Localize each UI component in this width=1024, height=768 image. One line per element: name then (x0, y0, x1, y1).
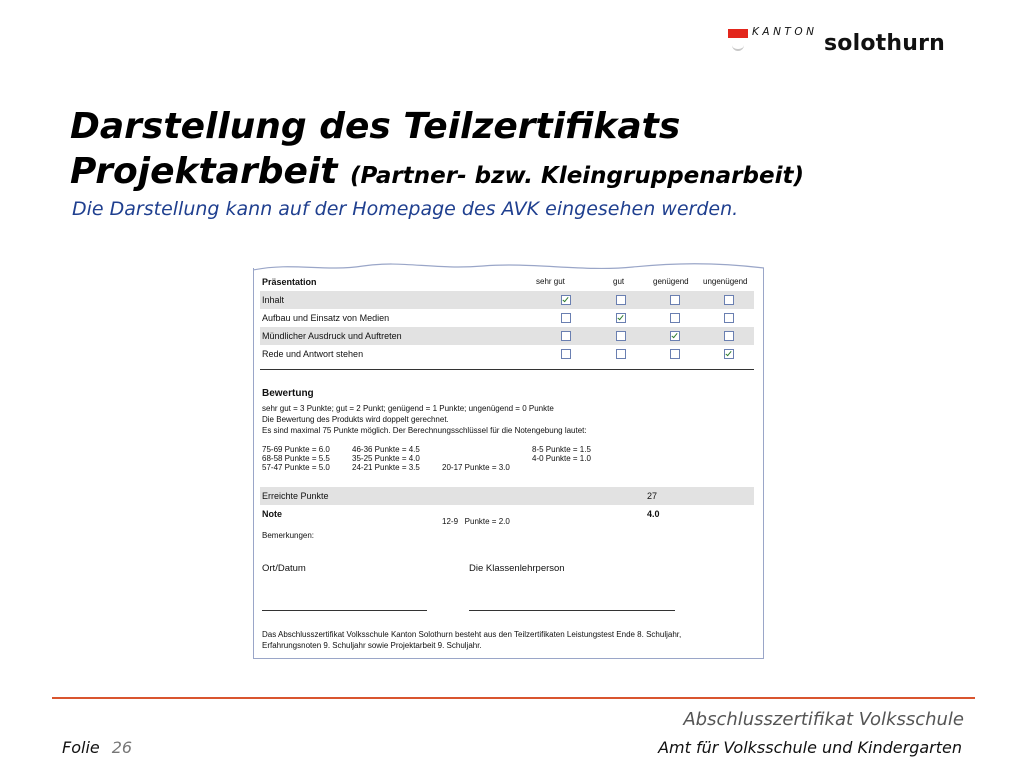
grade-key-entry: 68-58 Punkte = 5.5 (262, 454, 330, 463)
erreichte-punkte-label: Erreichte Punkte (262, 491, 329, 501)
grade-key-entry: 4-0 Punkte = 1.0 (532, 454, 591, 463)
checkbox-gut[interactable] (616, 349, 626, 359)
title-main: Projektarbeit (70, 151, 338, 192)
slide-title (70, 104, 970, 199)
checkbox-genuegend[interactable] (670, 295, 680, 305)
checkbox-ungenuegend[interactable] (724, 331, 734, 341)
grade-key-entry: 24-21 Punkte = 3.5 (352, 463, 420, 472)
checkbox-sehr-gut[interactable] (561, 331, 571, 341)
checkbox-ungenuegend[interactable] (724, 295, 734, 305)
checkbox-sehr-gut[interactable] (561, 349, 571, 359)
folie-label: Folie (62, 738, 100, 757)
erreichte-punkte-value: 27 (647, 491, 658, 501)
title-sub: (Partner- bzw. Kleingruppenarbeit) (350, 163, 804, 189)
signature-line-ort-datum (262, 610, 427, 611)
kanton-solothurn-logo (728, 26, 973, 56)
checkbox-sehr-gut[interactable] (561, 313, 571, 323)
checkbox-genuegend[interactable] (670, 313, 680, 323)
divider (260, 369, 754, 370)
signature-line-klassenlehrperson (469, 610, 675, 611)
grade-key-entry: 35-25 Punkte = 4.0 (352, 454, 420, 463)
criteria-label: Aufbau und Einsatz von Medien (262, 313, 390, 323)
criteria-label: Inhalt (262, 295, 285, 305)
grade-key-entry: 20-17 Punkte = 3.0 (442, 463, 510, 472)
title-line-2 (70, 149, 970, 199)
criteria-row (260, 345, 754, 363)
footer-title: Abschlusszertifikat Volksschule (683, 709, 964, 730)
criteria-row (260, 291, 754, 309)
criteria-row (260, 309, 754, 327)
checkbox-gut[interactable] (616, 313, 626, 323)
criteria-label: Mündlicher Ausdruck und Auftreten (262, 331, 402, 341)
column-gut: gut (613, 277, 625, 286)
certificate-document (253, 268, 764, 659)
bewertung-title: Bewertung (262, 388, 314, 399)
bemerkungen-label: Bemerkungen: (262, 531, 315, 540)
klassenlehrperson-label: Die Klassenlehrperson (469, 563, 565, 574)
checkbox-gut[interactable] (616, 331, 626, 341)
torn-edge-decoration (253, 260, 764, 272)
document-footer-line: Erfahrungsnoten 9. Schuljahr sowie Projektarbeit 9. Schuljahr. (262, 641, 482, 650)
checkbox-genuegend[interactable] (670, 349, 680, 359)
grade-key-column (532, 445, 591, 463)
footer-divider (52, 697, 975, 699)
bewertung-line: Die Bewertung des Produkts wird doppelt gerechnet. (262, 415, 449, 424)
bewertung-line: sehr gut = 3 Punkte; gut = 2 Punkt; genügend = 1 Punkte; ungenügend = 0 Punkte (262, 404, 554, 413)
logo-flag-icon (728, 29, 748, 38)
slide-number (62, 738, 132, 757)
checkbox-ungenuegend[interactable] (724, 313, 734, 323)
column-genuegend: genügend (653, 277, 689, 286)
grade-key-column (352, 445, 420, 472)
footer-department: Amt für Volksschule und Kindergarten (658, 738, 962, 757)
grade-key-entry: 57-47 Punkte = 5.0 (262, 463, 330, 472)
logo-swoosh-icon (732, 39, 744, 51)
bewertung-line: Es sind maximal 75 Punkte möglich. Der Berechnungsschlüssel für die Notengebung lautet: (262, 426, 587, 435)
erreichte-punkte-row (260, 487, 754, 505)
checkbox-sehr-gut[interactable] (561, 295, 571, 305)
logo-kanton-text: KANTON (752, 26, 818, 38)
section-title: Präsentation (262, 277, 317, 287)
note-label: Note (262, 509, 282, 519)
column-ungenuegend: ungenügend (703, 277, 748, 286)
grade-key-entry: 75-69 Punkte = 6.0 (262, 445, 330, 454)
criteria-label: Rede und Antwort stehen (262, 349, 364, 359)
checkbox-ungenuegend[interactable] (724, 349, 734, 359)
ort-datum-label: Ort/Datum (262, 563, 306, 574)
checkbox-gut[interactable] (616, 295, 626, 305)
slide-subtitle: Die Darstellung kann auf der Homepage des AVK eingesehen werden. (72, 198, 739, 220)
grade-key-entry: 46-36 Punkte = 4.5 (352, 445, 420, 454)
grade-key-entry: 12-9 Punkte = 2.0 (442, 517, 510, 526)
column-sehr-gut: sehr gut (536, 277, 565, 286)
logo-solothurn-text: solothurn (824, 31, 946, 56)
note-row (260, 505, 754, 523)
checkbox-genuegend[interactable] (670, 331, 680, 341)
criteria-row (260, 327, 754, 345)
document-footer-line: Das Abschlusszertifikat Volksschule Kanton Solothurn besteht aus den Teilzertifikaten Leistungstest Ende 8. Schuljahr, (262, 630, 682, 639)
note-value: 4.0 (647, 509, 660, 519)
title-line-1: Darstellung des Teilzertifikats (70, 106, 681, 147)
grade-key-entry: 8-5 Punkte = 1.5 (532, 445, 591, 454)
folie-number: 26 (111, 738, 133, 757)
grade-key-column (262, 445, 330, 472)
